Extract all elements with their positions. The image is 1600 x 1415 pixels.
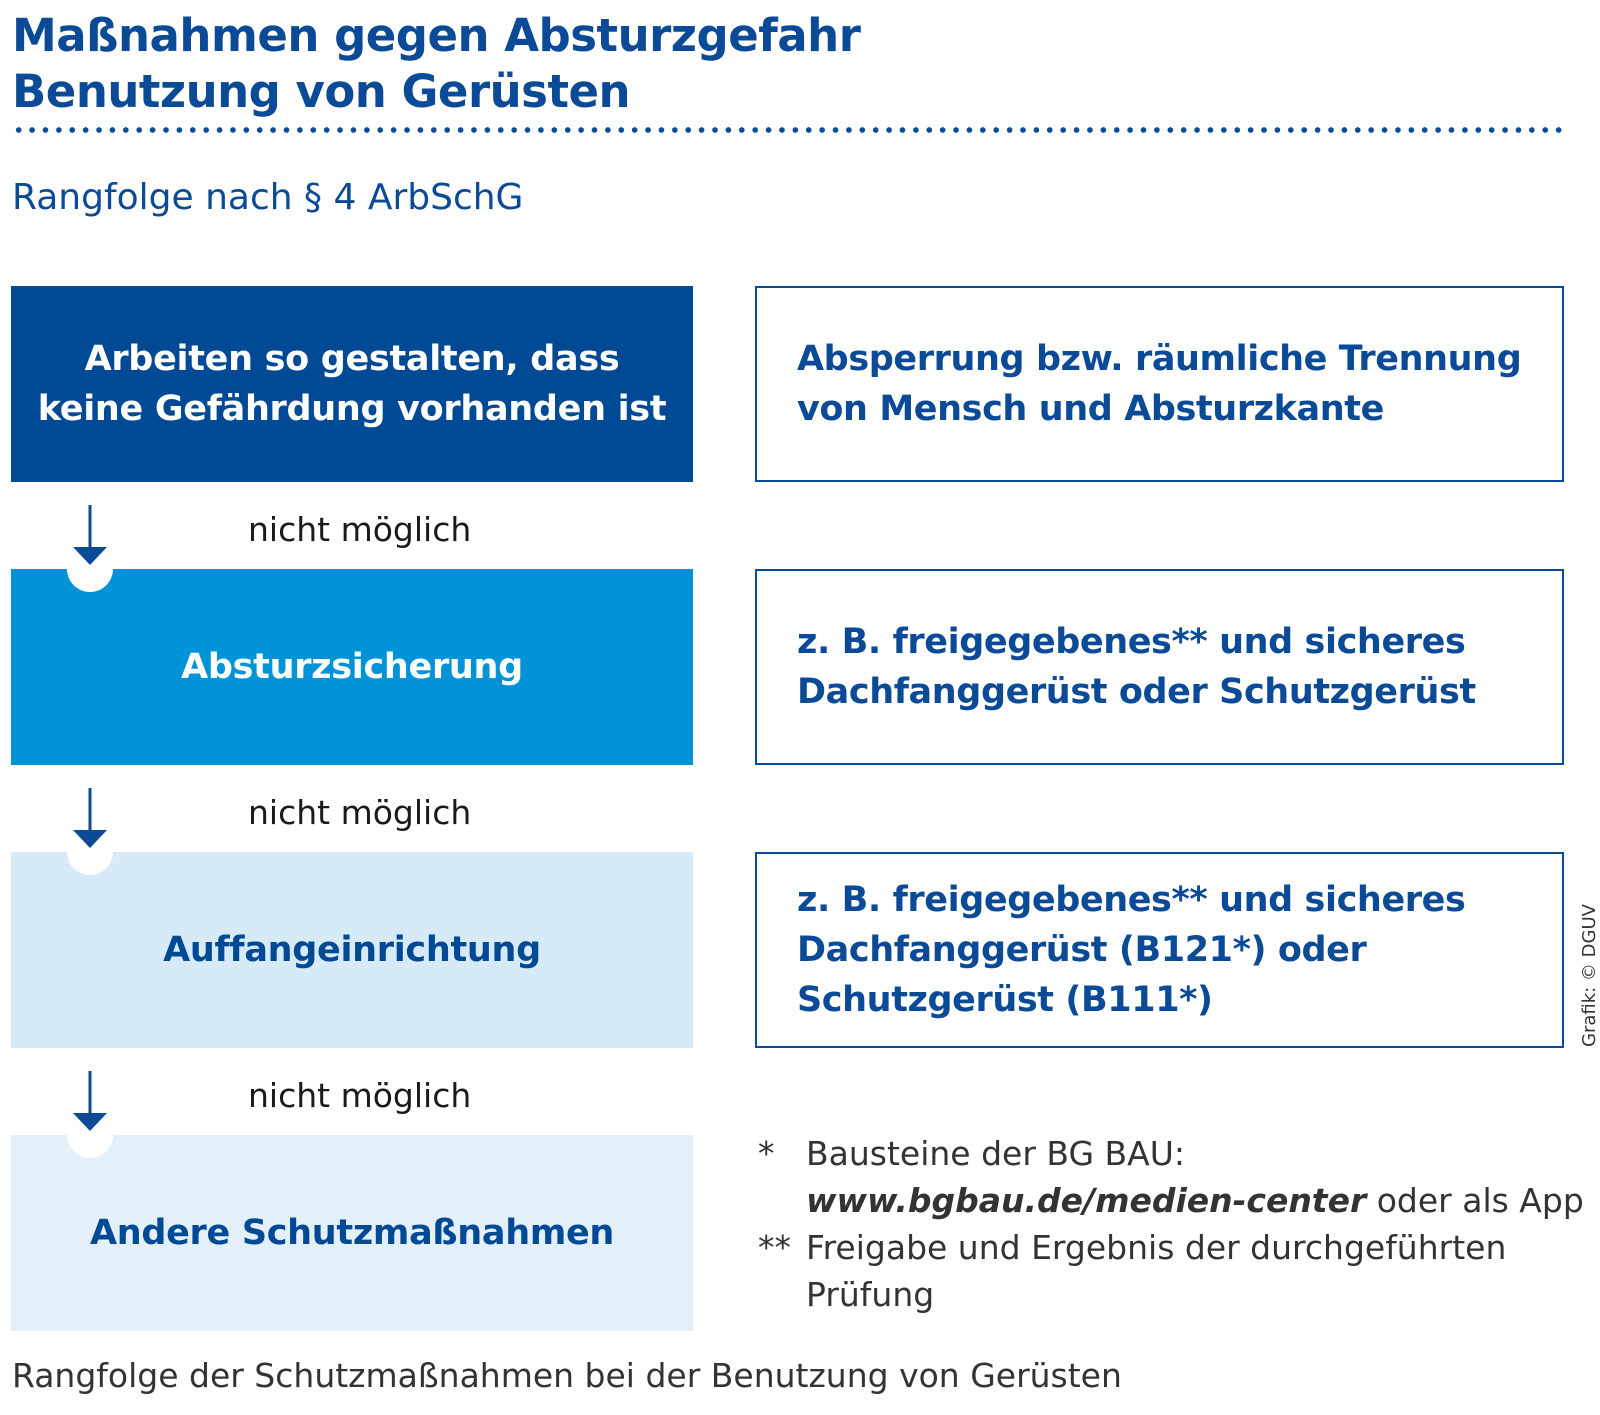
connector-label-2: nicht möglich xyxy=(248,793,472,832)
hierarchy-box-3-label: Auffangeinrichtung xyxy=(163,930,541,970)
example-box-1-line-2: von Mensch und Absturzkante xyxy=(797,389,1384,429)
footnote-1 xyxy=(758,1130,1600,1224)
example-box-1 xyxy=(755,286,1564,482)
down-arrow-icon xyxy=(60,788,120,888)
down-arrow-icon xyxy=(60,1071,120,1171)
title-line-2: Benutzung von Gerüsten xyxy=(12,65,631,118)
hierarchy-box-2-label: Absturzsicherung xyxy=(181,647,523,687)
footnote-url-link[interactable]: www.bgbau.de/medien-center xyxy=(806,1181,1367,1220)
example-box-3-line-3: Schutzgerüst (B111*) xyxy=(797,980,1213,1020)
down-arrow-icon xyxy=(60,505,120,605)
footnote-1-url-suffix: oder als App xyxy=(1366,1181,1584,1220)
footnote-1-text: Bausteine der BG BAU: xyxy=(806,1134,1186,1173)
hierarchy-box-1 xyxy=(11,286,693,482)
example-box-3-line-1: z. B. freigegebenes** und sicheres xyxy=(797,880,1466,920)
footnote-2 xyxy=(758,1224,1600,1318)
example-box-2 xyxy=(755,569,1564,765)
diagram-subtitle: Rangfolge nach § 4 ArbSchG xyxy=(12,177,524,218)
footnote-2-mark: ** xyxy=(758,1228,791,1267)
example-box-2-line-2: Dachfanggerüst oder Schutzgerüst xyxy=(797,672,1476,712)
footnotes xyxy=(758,1130,1600,1318)
figure-caption: Rangfolge der Schutzmaßnahmen bei der Benutzung von Gerüsten xyxy=(12,1356,1122,1395)
example-box-2-line-1: z. B. freigegebenes** und sicheres xyxy=(797,622,1466,662)
hierarchy-box-1-line-2: keine Gefährdung vorhanden ist xyxy=(37,389,667,429)
connector-label-3: nicht möglich xyxy=(248,1076,472,1115)
connector-label-1: nicht möglich xyxy=(248,510,472,549)
example-box-3 xyxy=(755,852,1564,1048)
diagram-title xyxy=(12,8,860,120)
image-credit: Grafik: © DGUV xyxy=(1579,904,1600,1047)
footnote-1-mark: * xyxy=(758,1134,775,1173)
example-box-1-line-1: Absperrung bzw. räumliche Trennung xyxy=(797,339,1522,379)
hierarchy-box-4-label: Andere Schutzmaßnahmen xyxy=(89,1213,615,1253)
dotted-divider xyxy=(12,126,1565,134)
footnote-2-text: Freigabe und Ergebnis der durchgeführten Prüfung xyxy=(806,1228,1507,1314)
hierarchy-box-1-line-1: Arbeiten so gestalten, dass xyxy=(84,339,620,379)
example-box-3-line-2: Dachfanggerüst (B121*) oder xyxy=(797,930,1367,970)
title-line-1: Maßnahmen gegen Absturzgefahr xyxy=(12,9,861,62)
